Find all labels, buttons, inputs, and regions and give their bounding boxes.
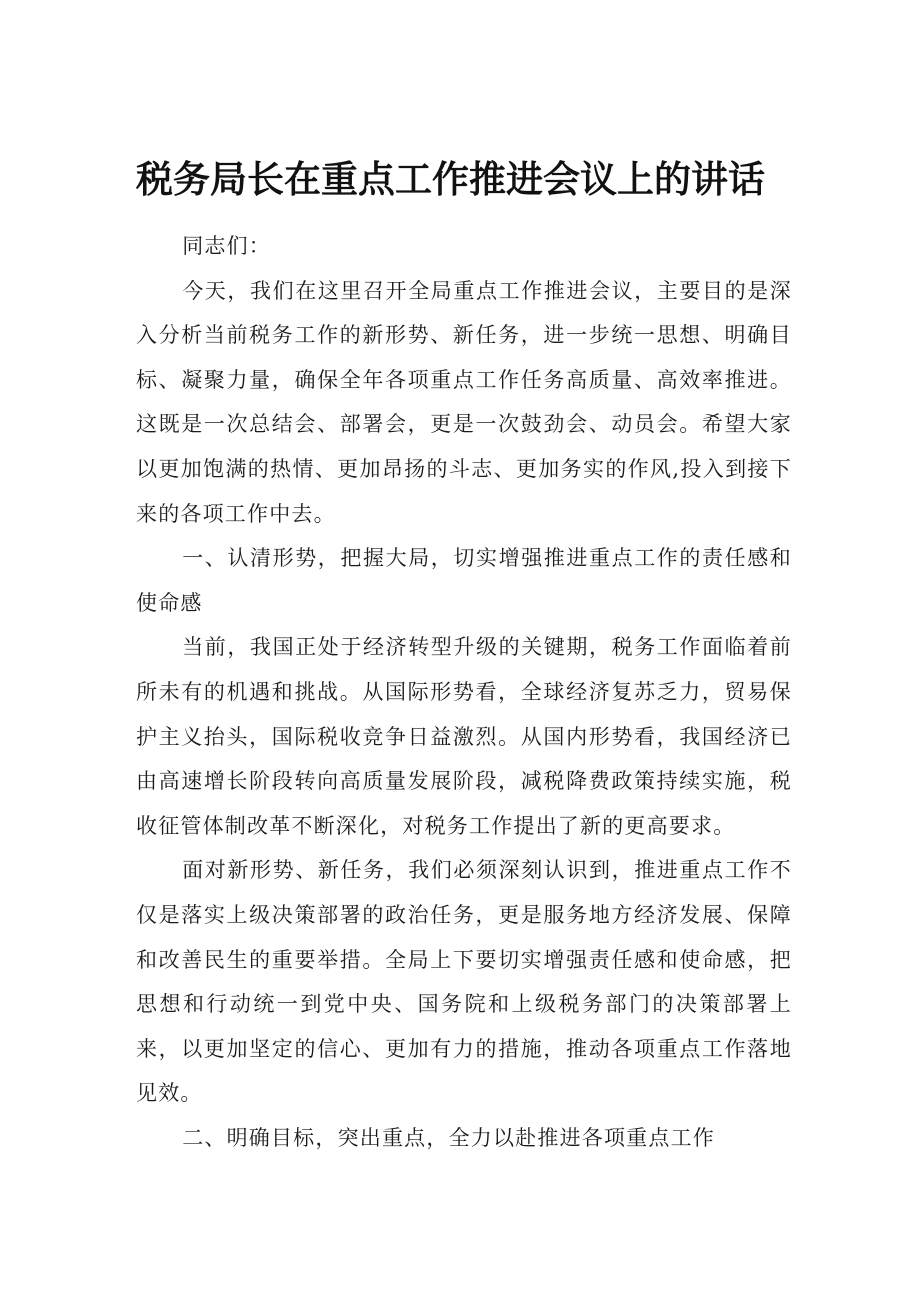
body-paragraph: 当前，我国正处于经济转型升级的关键期，税务工作面临着前所未有的机遇和挑战。从国际形势看，全球经济复苏乏力，贸易保护主义抬头，国际税收竞争日益激烈。从国内形势看，我国经济已由高速增长阶段转向高质量发展阶段，减税降费政策持续实施，税收征管体制改革不断深化，对税务工作提出了新的更高要求。: [136, 635, 792, 838]
section-heading: 一、认清形势，把握大局，切实增强推进重点工作的责任感和使命感: [136, 546, 792, 615]
body-paragraph: 面对新形势、新任务，我们必须深刻认识到，推进重点工作不仅是落实上级决策部署的政治任务，更是服务地方经济发展、保障和改善民生的重要举措。全局上下要切实增强责任感和使命感，把思想和行动统一到党中央、国务院和上级税务部门的决策部署上来，以更加坚定的信心、更加有力的措施，推动各项重点工作落地见效。: [136, 858, 792, 1106]
section-heading: 二、明确目标，突出重点，全力以赴推进各项重点工作: [182, 1125, 715, 1150]
salutation-paragraph: 同志们：: [182, 234, 271, 258]
document-title: 税务局长在重点工作推进会议上的讲话: [136, 158, 765, 201]
body-paragraph: 今天，我们在这里召开全局重点工作推进会议，主要目的是深入分析当前税务工作的新形势、新任务，进一步统一思想、明确目标、凝聚力量，确保全年各项重点工作任务高质量、高效率推进。这既是一次总结会、部署会，更是一次鼓劲会、动员会。希望大家以更加饱满的热情、更加昂扬的斗志、更加务实的作风,投入到接下来的各项工作中去。: [136, 278, 792, 526]
document-body: [136, 224, 792, 1160]
